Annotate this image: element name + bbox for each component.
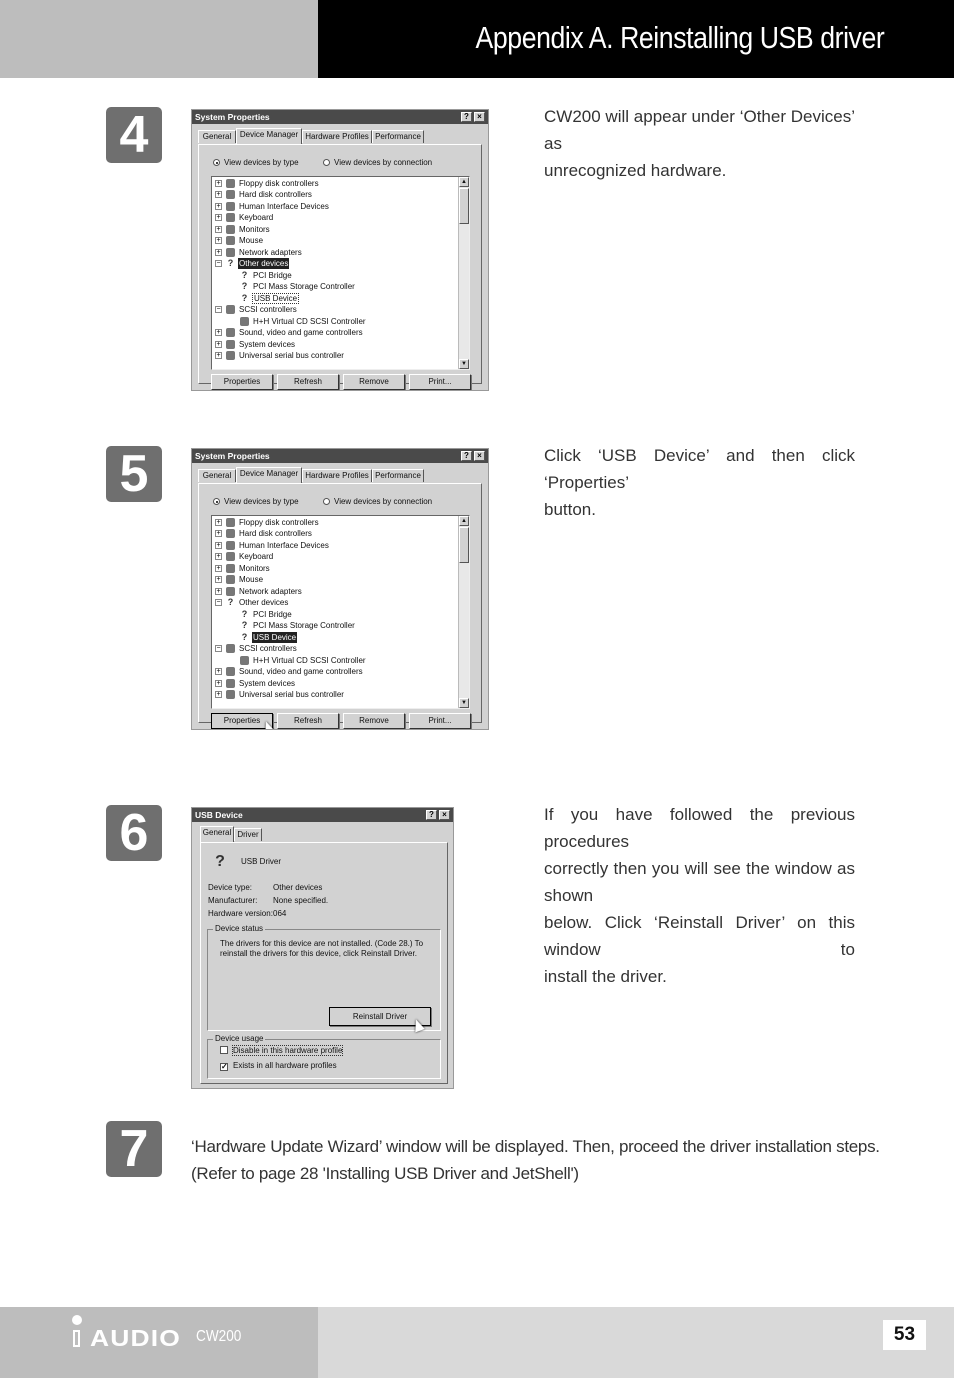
close-icon[interactable]: × bbox=[474, 451, 485, 461]
tab-performance[interactable]: Performance bbox=[372, 130, 424, 143]
device-type-label: Device type: bbox=[208, 883, 253, 892]
brand-logo-i-icon bbox=[73, 1330, 80, 1347]
brand-logo-dot-icon bbox=[72, 1315, 82, 1325]
monitor-icon bbox=[226, 225, 235, 234]
manufacturer-label: Manufacturer: bbox=[208, 896, 258, 905]
help-icon[interactable]: ? bbox=[426, 810, 437, 820]
expand-plus-icon: + bbox=[216, 249, 221, 256]
collapse-minus-icon: − bbox=[216, 260, 221, 267]
exists-all-profiles-checkbox[interactable]: ✓ Exists in all hardware profiles bbox=[221, 1061, 337, 1071]
dialog-title: System Properties bbox=[192, 449, 488, 463]
model-name: CW200 bbox=[196, 1328, 242, 1345]
network-icon bbox=[226, 587, 235, 596]
general-panel bbox=[200, 842, 448, 1084]
mouse-icon bbox=[226, 575, 235, 584]
floppy-icon bbox=[226, 518, 235, 527]
tree-scrollbar[interactable] bbox=[458, 177, 469, 369]
scsi-icon bbox=[240, 656, 249, 665]
tab-general[interactable]: General bbox=[198, 469, 236, 482]
unknown-device-icon: ? bbox=[241, 609, 248, 619]
hardware-version-value: 064 bbox=[273, 909, 287, 918]
refresh-button[interactable]: Refresh bbox=[277, 374, 339, 390]
step7-text: ‘Hardware Update Wizard’ window will be displayed. Then, proceed the driver installation steps. (Refer to page 28 'Installing USB Driver and JetShell') bbox=[191, 1137, 880, 1183]
check-mark-icon: ✓ bbox=[221, 1062, 228, 1071]
expand-plus-icon: + bbox=[216, 542, 221, 549]
collapse-minus-icon: − bbox=[216, 599, 221, 606]
step-number-4: 4 bbox=[106, 107, 162, 163]
collapse-minus-icon: − bbox=[216, 645, 221, 652]
close-icon[interactable]: × bbox=[439, 810, 450, 820]
scroll-up-icon[interactable]: ▲ bbox=[459, 177, 469, 187]
step5-text: Click ‘USB Device’ and then click ‘Properties’ button. bbox=[544, 446, 855, 519]
mouse-icon bbox=[226, 236, 235, 245]
expand-plus-icon: + bbox=[216, 691, 221, 698]
dialog-title: System Properties bbox=[192, 110, 488, 124]
unknown-device-icon: ? bbox=[241, 293, 248, 303]
scsi-icon bbox=[226, 644, 235, 653]
status-text-line2: reinstall the drivers for this device, click Reinstall Driver. bbox=[220, 949, 417, 958]
properties-button[interactable]: Properties bbox=[211, 713, 273, 729]
tab-driver[interactable]: Driver bbox=[234, 828, 262, 841]
step-number-7: 7 bbox=[106, 1121, 162, 1177]
expand-plus-icon: + bbox=[216, 588, 221, 595]
expand-plus-icon: + bbox=[216, 668, 221, 675]
disable-profile-checkbox[interactable]: Disable in this hardware profile bbox=[220, 1046, 343, 1055]
expand-plus-icon: + bbox=[216, 352, 221, 359]
scsi-icon bbox=[226, 305, 235, 314]
expand-plus-icon: + bbox=[216, 530, 221, 537]
dialog-title: USB Device bbox=[192, 808, 453, 822]
tab-performance[interactable]: Performance bbox=[372, 469, 424, 482]
network-icon bbox=[226, 248, 235, 257]
step6-text: If you have followed the previous procedures correctly then you will see the window as shown below. Click ‘Reinstall Driver’ on this window to install the driver. bbox=[544, 805, 855, 986]
tab-hardware-profiles[interactable]: Hardware Profiles bbox=[302, 130, 372, 143]
monitor-icon bbox=[226, 564, 235, 573]
help-icon[interactable]: ? bbox=[461, 451, 472, 461]
scroll-down-icon[interactable]: ▼ bbox=[459, 698, 469, 708]
hardware-version-label: Hardware version: bbox=[208, 909, 273, 918]
step-number-5: 5 bbox=[106, 446, 162, 502]
manufacturer-value: None specified. bbox=[273, 896, 329, 905]
system-properties-screenshot-step4 bbox=[191, 109, 489, 391]
unknown-device-icon: ? bbox=[241, 620, 248, 630]
radio-by-type[interactable]: View devices by type bbox=[213, 158, 299, 167]
system-icon bbox=[226, 679, 235, 688]
print-button[interactable]: Print... bbox=[409, 713, 471, 729]
device-tree[interactable]: + Floppy disk controllers + Hard disk controllers + Human Interface Devices + Keyboard + Monitors + Mouse + Network adapters − ? Other devices ? PCI Bridge ? PCI Mass Storage Controller ? USB Device − SCSI controllers H+H Virtual CD SCSI Controller + Sound, video and game controllers + System devices + Universal serial bus controller ▲ ▼ bbox=[211, 515, 470, 709]
tab-general[interactable]: General bbox=[200, 826, 234, 842]
expand-plus-icon: + bbox=[216, 180, 221, 187]
expand-plus-icon: + bbox=[216, 680, 221, 687]
remove-button[interactable]: Remove bbox=[343, 374, 405, 390]
print-button[interactable]: Print... bbox=[409, 374, 471, 390]
tab-general[interactable]: General bbox=[198, 130, 236, 143]
usb-icon bbox=[226, 351, 235, 360]
disk-icon bbox=[226, 529, 235, 538]
expand-plus-icon: + bbox=[216, 576, 221, 583]
expand-plus-icon: + bbox=[216, 191, 221, 198]
tab-device-manager[interactable]: Device Manager bbox=[236, 128, 302, 144]
unknown-device-icon: ? bbox=[215, 853, 225, 870]
collapse-minus-icon: − bbox=[216, 306, 221, 313]
device-tree[interactable]: + Floppy disk controllers + Hard disk controllers + Human Interface Devices + Keyboard + Monitors + Mouse + Network adapters − ? Other devices ? PCI Bridge ? PCI Mass Storage Controller ? USB Device − SCSI controllers H+H Virtual CD SCSI Controller + Sound, video and game controllers + System devices + Universal serial bus controller ▲ ▼ bbox=[211, 176, 470, 370]
expand-plus-icon: + bbox=[216, 237, 221, 244]
reinstall-driver-button[interactable]: Reinstall Driver bbox=[329, 1007, 431, 1026]
expand-plus-icon: + bbox=[216, 203, 221, 210]
tab-hardware-profiles[interactable]: Hardware Profiles bbox=[302, 469, 372, 482]
expand-plus-icon: + bbox=[216, 553, 221, 560]
device-manager-panel bbox=[198, 483, 482, 723]
scroll-thumb[interactable] bbox=[459, 188, 469, 224]
close-icon[interactable]: × bbox=[474, 112, 485, 122]
hid-icon bbox=[226, 202, 235, 211]
radio-by-type[interactable]: View devices by type bbox=[213, 497, 299, 506]
disk-icon bbox=[226, 190, 235, 199]
keyboard-icon bbox=[226, 213, 235, 222]
unknown-device-icon: ? bbox=[227, 597, 234, 607]
tree-scrollbar[interactable] bbox=[458, 516, 469, 708]
brand-logo: AUDIO bbox=[90, 1325, 181, 1351]
device-manager-panel bbox=[198, 144, 482, 384]
footer-right-band bbox=[318, 1307, 954, 1378]
usb-device-dialog-screenshot bbox=[191, 807, 454, 1089]
expand-plus-icon: + bbox=[216, 329, 221, 336]
device-name: USB Driver bbox=[241, 857, 282, 866]
page-title: Appendix A. Reinstalling USB driver bbox=[475, 20, 884, 55]
usb-icon bbox=[226, 690, 235, 699]
device-status-label: Device status bbox=[215, 924, 264, 933]
scroll-thumb[interactable] bbox=[459, 527, 469, 563]
expand-plus-icon: + bbox=[216, 341, 221, 348]
page-number: 53 bbox=[883, 1320, 926, 1350]
unknown-device-icon: ? bbox=[241, 281, 248, 291]
keyboard-icon bbox=[226, 552, 235, 561]
step4-text: CW200 will appear under ‘Other Devices’ as unrecognized hardware. bbox=[544, 107, 855, 180]
refresh-button[interactable]: Refresh bbox=[277, 713, 339, 729]
expand-plus-icon: + bbox=[216, 565, 221, 572]
sound-icon bbox=[226, 667, 235, 676]
sound-icon bbox=[226, 328, 235, 337]
tab-device-manager[interactable]: Device Manager bbox=[236, 467, 302, 483]
device-type-value: Other devices bbox=[273, 883, 323, 892]
scsi-icon bbox=[240, 317, 249, 326]
expand-plus-icon: + bbox=[216, 214, 221, 221]
remove-button[interactable]: Remove bbox=[343, 713, 405, 729]
step-number-6: 6 bbox=[106, 805, 162, 861]
header-title-bar bbox=[318, 0, 954, 78]
unknown-device-icon: ? bbox=[241, 632, 248, 642]
device-usage-label: Device usage bbox=[215, 1034, 264, 1043]
system-icon bbox=[226, 340, 235, 349]
status-text-line1: The drivers for this device are not installed. (Code 28.) To bbox=[220, 939, 424, 948]
header-left-band bbox=[0, 0, 318, 78]
unknown-device-icon: ? bbox=[241, 270, 248, 280]
expand-plus-icon: + bbox=[216, 519, 221, 526]
unknown-device-icon: ? bbox=[227, 258, 234, 268]
hid-icon bbox=[226, 541, 235, 550]
scroll-up-icon[interactable]: ▲ bbox=[459, 516, 469, 526]
expand-plus-icon: + bbox=[216, 226, 221, 233]
scroll-down-icon[interactable]: ▼ bbox=[459, 359, 469, 369]
floppy-icon bbox=[226, 179, 235, 188]
radio-by-connection[interactable]: View devices by connection bbox=[323, 158, 432, 167]
properties-button[interactable]: Properties bbox=[211, 374, 273, 390]
help-icon[interactable]: ? bbox=[461, 112, 472, 122]
system-properties-screenshot-step5 bbox=[191, 448, 489, 730]
radio-by-connection[interactable]: View devices by connection bbox=[323, 497, 432, 506]
